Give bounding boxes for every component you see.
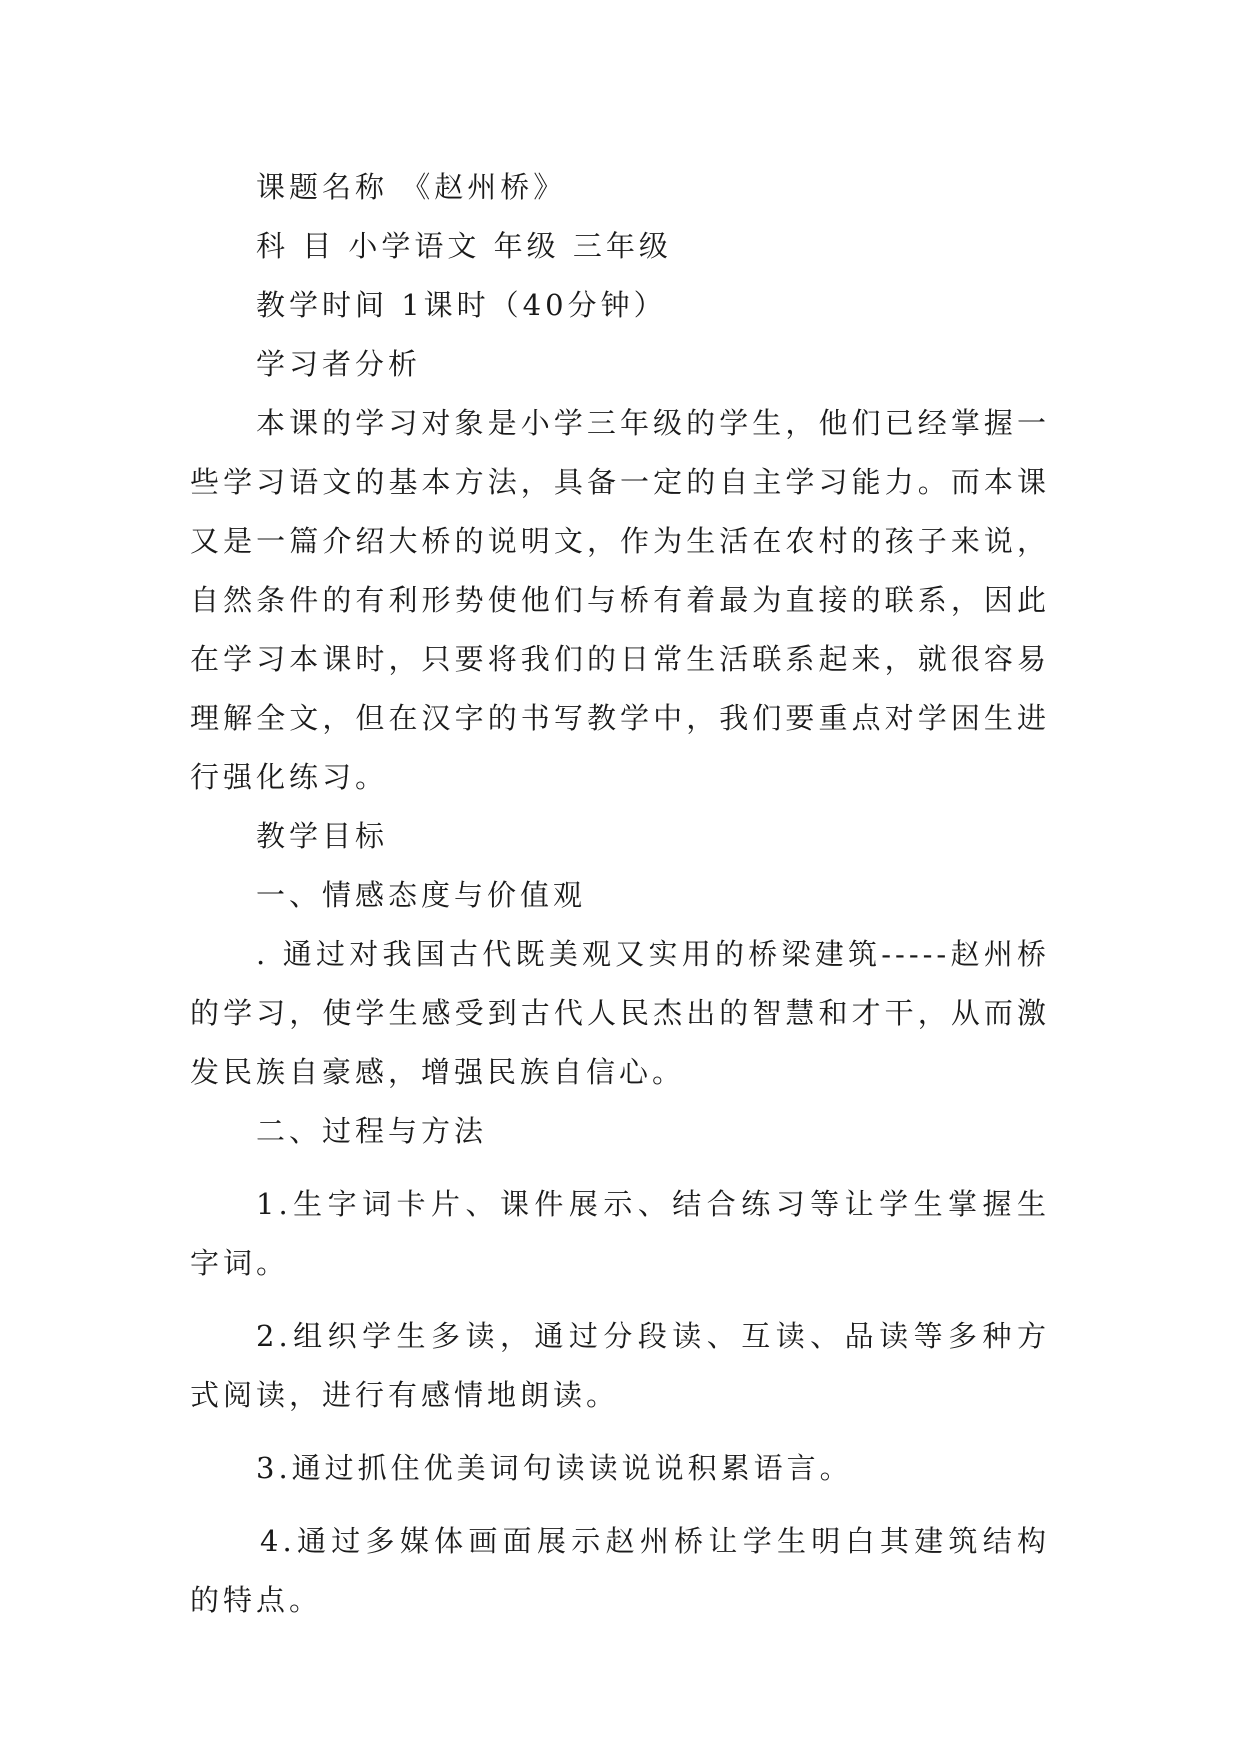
process-item-3: 3.通过抓住优美词句读读说说积累语言。 [256, 1451, 853, 1485]
process-item-2: 2.组织学生多读，通过分段读、互读、品读等多种方式阅读，进行有感情地朗读。 [190, 1319, 1050, 1412]
subject-grade-line: 科 目 小学语文 年级 三年级 [256, 229, 672, 263]
emotion-values-paragraph: . 通过对我国古代既美观又实用的桥梁建筑-----赵州桥的学习，使学生感受到古代人民杰出的智慧和才干，从而激发民族自豪感，增强民族自信心。 [190, 937, 1050, 1089]
process-item-4: 4.通过多媒体画面展示赵州桥让学生明白其建筑结构的特点。 [190, 1524, 1050, 1617]
learner-analysis-paragraph: 本课的学习对象是小学三年级的学生，他们已经掌握一些学习语文的基本方法，具备一定的自主学习能力。而本课又是一篇介绍大桥的说明文，作为生活在农村的孩子来说，自然条件的有利形势使他们与桥有着最为直接的联系，因此在学习本课时，只要将我们的日常生活联系起来，就很容易理解全文，但在汉字的书写教学中，我们要重点对学困生进行强化练习。 [190, 406, 1050, 794]
teaching-time-line: 教学时间 1课时（40分钟） [256, 288, 667, 322]
teaching-goals-heading: 教学目标 [256, 819, 389, 853]
emotion-values-heading: 一、情感态度与价值观 [256, 878, 587, 912]
course-title-line: 课题名称 《赵州桥》 [256, 170, 567, 204]
process-method-heading: 二、过程与方法 [256, 1114, 488, 1148]
learner-analysis-heading: 学习者分析 [256, 347, 422, 381]
document-body [190, 158, 1050, 1630]
process-item-1: 1.生字词卡片、课件展示、结合练习等让学生掌握生字词。 [190, 1187, 1050, 1280]
